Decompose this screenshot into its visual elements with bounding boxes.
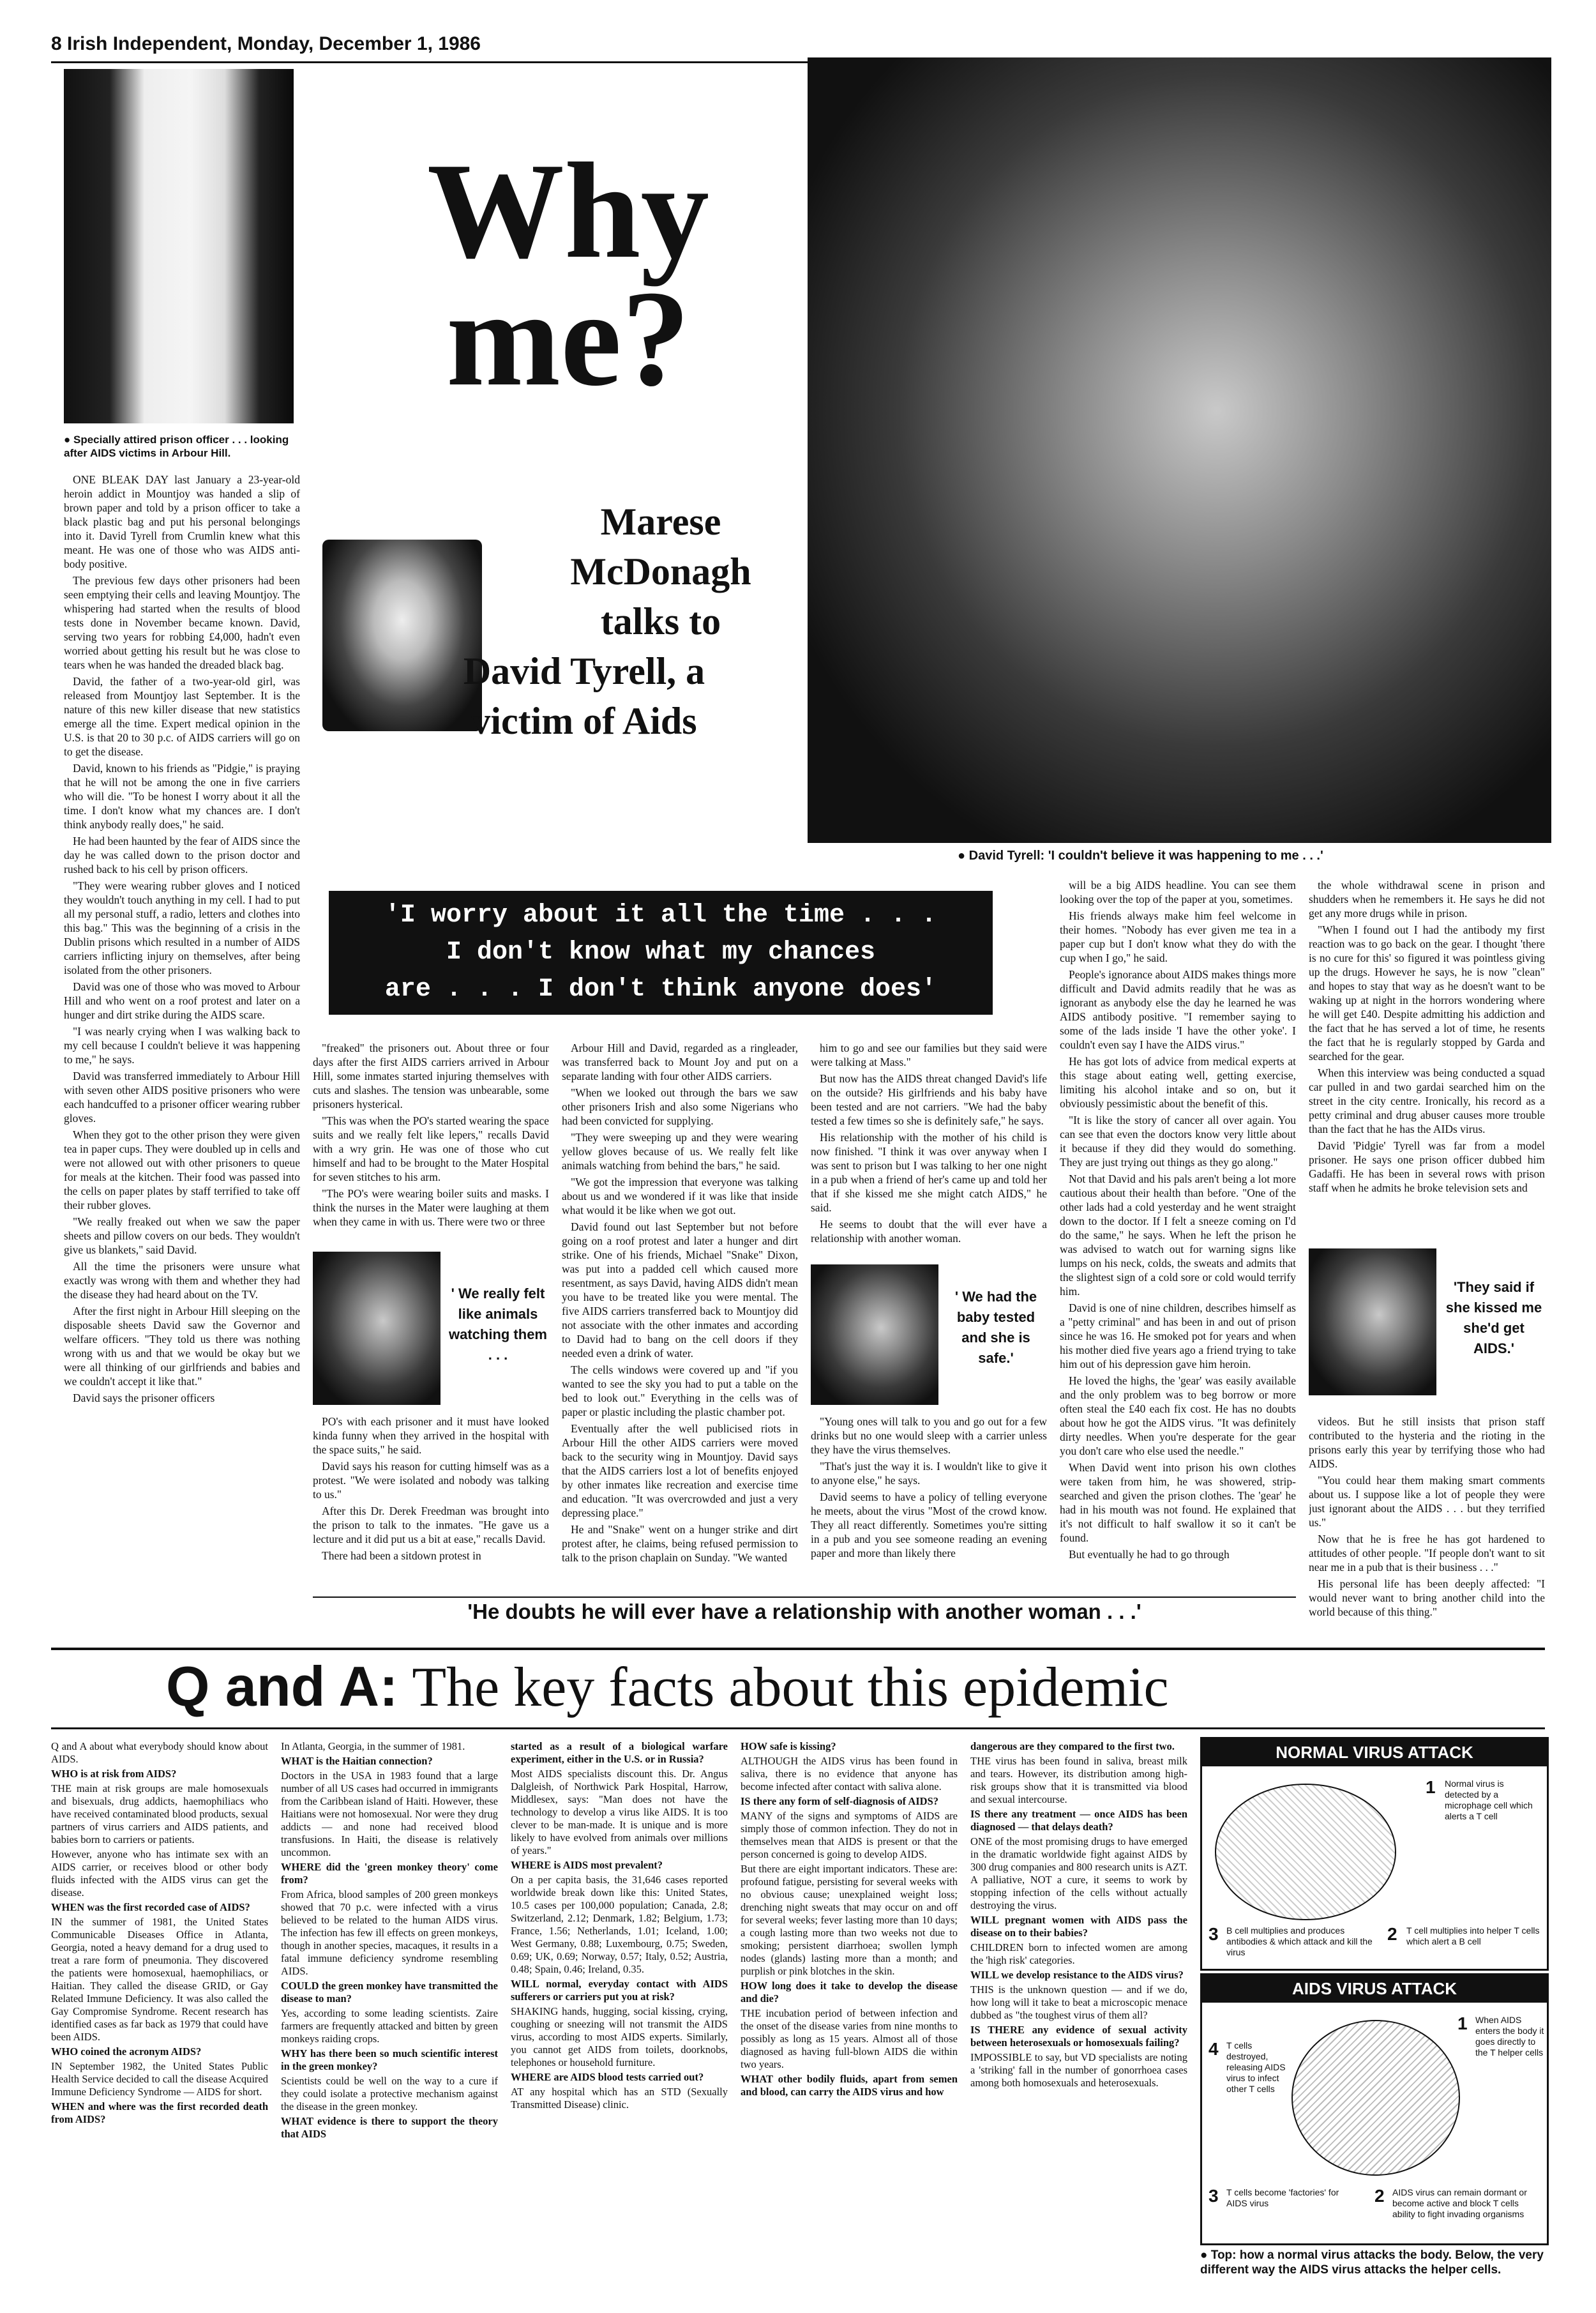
aids-virus-diagram [1200, 1973, 1549, 2245]
qa-column-1 [51, 1740, 268, 2289]
paragraph: He had been haunted by the fear of AIDS since the day he was called down to the prison doctor and rushed back to his cell by prison officers. [64, 835, 300, 876]
paragraph: When David went into prison his own clothes were taken from him, he was showered, strip-searched and given the prison clothes. The 'gear' he had in his mouth was not found. He explained that it's not difficult to half swallow it so it can't be found. [1060, 1461, 1296, 1544]
step-number: 3 [1208, 2186, 1219, 2206]
qa-answer: MANY of the signs and symptoms of AIDS are simply those of common infection. They do not in themselves mean that AIDS is present or that the person concerned is going to develop AIDS. [741, 1810, 958, 1860]
paragraph: "We got the impression that everyone was talking about us and we wondered if it was like that inside what would it be like when we got out. [562, 1176, 798, 1217]
qa-column-4 [741, 1740, 958, 2289]
qa-question: WILL we develop resistance to the AIDS virus? [970, 1969, 1184, 1981]
bottom-quote: 'He doubts he will ever have a relationship with another woman . . .' [467, 1600, 1141, 1623]
paragraph: ONE BLEAK DAY last January a 23-year-old heroin addict in Mountjoy was handed a slip of brown paper and told by a prison officer to take a black plastic bag and put his personal belongings into it. David Tyrell from Crumlin knew what this meant. He was one of those who was AIDS anti-body positive. [64, 473, 300, 570]
article-column-5 [1060, 878, 1296, 1651]
prison-officer-photo [64, 69, 294, 423]
step-number: 1 [1426, 1777, 1436, 1797]
qa-question: WHERE are AIDS blood tests carried out? [511, 2071, 704, 2083]
paragraph: His personal life has been deeply affected: "I would never want to bring another child into the world because of this thing." [1309, 1577, 1545, 1618]
paragraph: But now has the AIDS threat changed David's life on the outside? His girlfriends and his baby have been tested and are not carriers. "We had the baby tested a few times so she is definitely safe," he says. [811, 1072, 1047, 1127]
qa-question: WHERE is AIDS most prevalent? [511, 1859, 663, 1871]
qa-answer: Q and A about what everybody should know about AIDS. [51, 1740, 268, 1765]
paragraph: "It is like the story of cancer all over again. You can see that even the doctors know very little about it because if they did they would do something. They are just trying out things as they go along." [1060, 1114, 1296, 1169]
paragraph: him to go and see our families but they said were were talking at Mass." [811, 1042, 1047, 1068]
qa-answer: On a per capita basis, the 31,646 cases reported worldwide break down like this: United States, 10.5 cases per 100,000 population; Canada, 2.8; Switzerland, 2.12; Denmark, 1.82; Belgium, 1.73; France, 1.56; Netherlands, 1.01; Iceland, 1.00; West Germany, 0.88; Luxembourg, 0.75; Sweden, 0.69; UK, 0.69; Norway, 0.57; Italy, 0.52; Austria, 0.48; Spain, 0.46; Ireland, 0.35. [511, 1874, 728, 1975]
paragraph: The previous few days other prisoners had been seen emptying their cells and leaving Mountjoy. The whispering had started when the results of blood tests done in November became known. David, serving two years for robbing £4,000, hadn't even worried about getting his result but he was close to tears when he was handed the dreaded black bag. [64, 574, 300, 671]
headline-line-1: Why [426, 134, 710, 287]
qa-answer: CHILDREN born to infected women are among the 'high risk' categories. [970, 1941, 1187, 1966]
paragraph: will be a big AIDS headline. You can see them looking over the top of the paper at you, sometimes. [1060, 879, 1296, 906]
side-quote-2: ' We had the baby tested and she is safe.' [954, 1289, 1037, 1366]
paragraph: "This was when the PO's started wearing the space suits and we really felt like lepers," recalls David with a wry grin. He was one of those who cut himself and had to be brought to the Mater Hospital for seven stitches to his arm. [313, 1114, 549, 1183]
qa-question: HOW long does it take to develop the disease and die? [741, 1980, 958, 2005]
paragraph: All the time the prisoners were unsure what exactly was wrong with them and whether they had the disease they had heard about on the TV. [64, 1260, 300, 1301]
inset-photo-1 [313, 1252, 440, 1405]
headline-line-2: me? [446, 262, 691, 414]
paragraph: "When I found out I had the antibody my first reaction was to go back on the gear. I thought 'there is no cure for this' so figured it was pointless giving up the drugs. However he says, he is now "clean" and hopes to stay that way as he doesn't want to be waking up at night in the horrors wondering where he will get £40. Despite admitting his addiction and the fact that he has served a lot of time, he resents the fact that he is regularly stopped by Garda and searched for the gear. [1309, 923, 1545, 1063]
paragraph: "Young ones will talk to you and go out for a few drinks but no one would sleep with a carrier unless they have the virus themselves. [811, 1415, 1047, 1456]
step-number: 2 [1387, 1924, 1397, 1944]
qa-rule [51, 1727, 1545, 1729]
pull-quote [329, 891, 993, 1015]
qa-answer: THE incubation period of between infection and the onset of the disease varies from nine months to possibly as long as 15 years. Almost all of those diagnosed as having full-blown AIDS die within two years. [741, 2007, 958, 2070]
qa-answer: Most AIDS specialists discount this. Dr. Angus Dalgleish, of Northwick Park Hospital, Harrow, Middlesex, says: "Man does not have the technology to develop a virus like AIDS. It is too clever to be man-made. It is unique and is more likely to have evolved from animals over millions of years." [511, 1768, 728, 1856]
qa-answer: Yes, according to some leading scientists. Zaire farmers are frequently attacked and bitten by green monkeys raiding crops. [281, 2007, 498, 2045]
qa-answer: THE virus has been found in saliva, breast milk and tears. However, its distribution among high-risk groups show that it is transmitted via blood and sexual intercourse. [970, 1755, 1187, 1805]
qa-answer: IN the summer of 1981, the United States Communicable Diseases Office in Atlanta, Georgia, noted a heavy demand for a drug used to treat a rare form of pneumonia. They discovered the patients were homosexual, haemophiliacs, or Haitian. They called the disease GRID, or Gay Related Immune Deficiency. It was also called the Gay Compromise Syndrome. Recent research has identified cases as far back as 1979 that could have been AIDS. [51, 1916, 268, 2043]
paragraph: But eventually he had to go through [1069, 1548, 1230, 1561]
paragraph: "We really freaked out when we saw the paper sheets and pillow covers on our beds. They wouldn't give us blankets," said David. [64, 1215, 300, 1256]
qa-question: WHAT evidence is there to support the theory that AIDS [281, 2115, 498, 2140]
qa-answer: ONE of the most promising drugs to have emerged in the dramatic worldwide fight against AIDS by 300 drug companies and 800 research units is AZT. A palliative, NOT a cure, it seems to work by stopping infection of the cells without actually destroying the virus. [970, 1835, 1187, 1911]
prison-officer-caption: ● Specially attired prison officer . . . looking after AIDS victims in Arbour Hill. [64, 434, 289, 459]
qa-question: dangerous are they compared to the first two. [970, 1740, 1175, 1752]
paragraph: "They were wearing rubber gloves and I noticed they wouldn't touch anything in my cell. I had to put all my personal stuff, a radio, letters and clothes into this bag." This was the beginning of a crisis in the Dublin prisons which resulted in a number of AIDS carriers inflicting injury on themselves, after being isolated from the other prisoners. [64, 879, 300, 976]
paragraph: Arbour Hill and David, regarded as a ringleader, was transferred back to Mount Joy and put on a separate landing with four other AIDS carriers. [562, 1042, 798, 1082]
qa-answer: In Atlanta, Georgia, in the summer of 1981. [281, 1740, 465, 1752]
qa-question: started as a result of a biological warfare experiment, either in the U.S. or in Russia? [511, 1740, 728, 1765]
diagram-caption: ● Top: how a normal virus attacks the body. Below, the very different way the AIDS virus attacks the helper cells. [1200, 2249, 1544, 2277]
qa-answer: THE main at risk groups are male homosexuals and bisexuals, drug addicts, haemophiliacs who have received contaminated blood products, sexual partners of virus carriers and AIDS patients, and babies born to carriers or patients. [51, 1782, 268, 1846]
paragraph: PO's with each prisoner and it must have looked kinda funny when they arrived in the hospital with the space suits," he said. [313, 1415, 549, 1456]
paragraph: He seems to doubt that the will ever have a relationship with another woman. [811, 1218, 1047, 1245]
step-number: 4 [1208, 2039, 1219, 2059]
qa-answer: From Africa, blood samples of 200 green monkeys showed that 70 p.c. were infected with a virus believed to be related to the human AIDS virus. The infection has few ill effects on green monkeys, though in another species, macaques, it results in a fatal immune deficiency syndrome resembling AIDS. [281, 1888, 498, 1977]
step-note: AIDS virus can remain dormant or become active and block T cells ability to fight invading organisms [1392, 2187, 1527, 2219]
byline-name-1: Marese [600, 501, 721, 543]
divider [313, 1596, 1296, 1598]
qa-answer: SHAKING hands, hugging, social kissing, crying, coughing or sneezing will not transmit the AIDS virus, according to most AIDS experts. Similarly, you cannot get AIDS from toilets, doorknobs, telephones or household furniture. [511, 2005, 728, 2068]
paragraph: "The PO's were wearing boiler suits and masks. I think the nurses in the Mater were laughing at them when they came in with us. There were two or three [313, 1187, 549, 1228]
paragraph: David is one of nine children, describes himself as a "petty criminal" and has been in and out of prison since he was 16. He smoked pot for years and when his mother died five years ago a friend trying to take him out of his depression gave him heroin. [1060, 1301, 1296, 1370]
article-column-6-top [1309, 878, 1545, 1236]
article-column-4-top [811, 1041, 1047, 1252]
paragraph: David was transferred immediately to Arbour Hill with seven other AIDS positive prisoners who were each handcuffed to a prisoner officer wearing rubber gloves. [64, 1070, 300, 1125]
paragraph: People's ignorance about AIDS makes things more difficult and David admits readily that he was as ignorant as anybody else the day he learned he was AIDS antibody positive. "I remember saying to some of the lads inside 'I have the other yoke'. I couldn't even say I have the AIDS virus." [1060, 968, 1296, 1051]
masthead: 8 Irish Independent, Monday, December 1, 1986 [51, 33, 481, 54]
cell-illustration [1215, 1784, 1396, 1920]
qa-answer: But there are eight important indicators. These are: profound fatigue, persisting for several weeks with no obvious cause; unexplained weight loss; drenching night sweats that may occur on and off for several weeks; fever lasting more than 10 days; a cough lasting more than two weeks not due to smoking; persistent diarrhoea; swollen lymph nodes (glands) lasting more than a month; and purplish or pink blotches in the skin. [741, 1863, 958, 1977]
inset-photo-3 [1309, 1248, 1436, 1395]
paragraph: Now that he is free he has got hardened to attitudes of other people. "If people don't want to sit near me in a pub that is their business . . ." [1309, 1533, 1545, 1574]
qa-answer: Doctors in the USA in 1983 found that a large number of all US cases had occurred in immigrants from the Caribbean island of Haiti. However, these Haitians were not homosexual. Nor were they drug addicts — and none had received blood transfusions. In Haiti, the disease is relatively uncommon. [281, 1770, 498, 1858]
paragraph: When they got to the other prison they were given tea in paper cups. They were doubled up in cells and were not allowed out with other prisoners to queue for meals at the kitchen. Their food was passed into the cells on paper plates by staff terrified to take off their rubber gloves. [64, 1128, 300, 1211]
byline-talks: talks to [600, 600, 721, 642]
headline [358, 134, 779, 414]
paragraph: "That's just the way it is. I wouldn't like to give it to anyone else," he says. [811, 1460, 1047, 1487]
byline-subject: David Tyrell, a [463, 650, 705, 692]
qa-question: WHO is at risk from AIDS? [51, 1768, 177, 1780]
pull-quote-line-1: 'I worry about it all the time . . . [384, 901, 937, 930]
qa-question: WILL normal, everyday contact with AIDS sufferers or carriers put you at risk? [511, 1978, 728, 2003]
qa-question: COULD the green monkey have transmitted the disease to man? [281, 1980, 498, 2005]
step-number: 2 [1374, 2186, 1385, 2206]
paragraph: Eventually after the well publicised riots in Arbour Hill the other AIDS carriers were moved back to the security wing in Mountjoy. David says that the AIDS carriers lost a lot of benefits enjoyed by other inmates like recreation and exercise time and education. "It was overcrowded and just a very depressing place." [562, 1422, 798, 1519]
qa-question: WHAT other bodily fluids, apart from semen and blood, can carry the AIDS virus and how [741, 2073, 958, 2098]
qa-question: IS THERE any evidence of sexual activity between heterosexuals or homosexuals failing? [970, 2024, 1187, 2049]
qa-answer: IMPOSSIBLE to say, but VD specialists are noting a 'striking' fall in the number of gonorrhoea cases among both homosexuals and heterosexuals. [970, 2051, 1187, 2089]
step-note: T cells destroyed, releasing AIDS virus to infect other T cells [1226, 2040, 1286, 2094]
cell-illustration [1291, 2020, 1460, 2176]
paragraph: Not that David and his pals aren't being a lot more cautious about their health than before. "One of the other lads had a cold yesterday and he went straight down to the doctor. If I felt a sneeze coming on I'd do the same," he says. When he left the prison he was advised to watch out for warning signs like lumps on his neck, colds, the sweats and admits that the slightest sign of a cold sore or cold would terrify him. [1060, 1172, 1296, 1298]
main-photo-caption: ● David Tyrell: 'I couldn't believe it was happening to me . . .' [958, 849, 1323, 863]
paragraph: His relationship with the mother of his child is now finished. "I think it was over anyway when I was sent to prison but I was talking to her one night in a pub when a friend of her's came up and told her that if she kissed me she might catch AIDS," he said. [811, 1131, 1047, 1214]
paragraph: David found out last September but not before going on a roof protest and later a hunger and dirt strike. One of his friends, Michael "Snake" Dixon, was put into a padded cell which caused more resentment, as says David, having AIDS didn't mean you have to be treated like you were mental. The five AIDS carriers transferred back to Mountjoy did not associate with the other inmates and according to David had to bang on the cell doors if they needed even a drink of water. [562, 1220, 798, 1360]
qa-answer: THIS is the unknown question — and if we do, how long will it take to beat a microscopic menace dubbed as "the toughest virus of them all? [970, 1983, 1187, 2021]
paragraph: When this interview was being conducted a squad car pulled in and two gardai searched him on the street in the city centre. Ironically, his record as a petty criminal and drug abuser causes more trouble than the fact that he has the AIDs virus. [1309, 1066, 1545, 1135]
qa-answer: Scientists could be well on the way to a cure if they could isolate a protective mechanism against the disease in the green monkey. [281, 2075, 498, 2112]
paragraph: The cells windows were covered up and "if you wanted to see the sky you had to put a table on the bed to look out." Everything in the cells was of paper or plastic including the plastic chamber pot. [562, 1363, 798, 1418]
paragraph: "They were sweeping up and they were wearing yellow gloves because of us. We really felt like animals watching from behind the bars," he said. [562, 1131, 798, 1172]
paragraph: David says the prisoner officers [73, 1392, 215, 1404]
paragraph: David seems to have a policy of telling everyone he meets, about the virus "Most of the crowd know. They all react differently. Sometimes you're sitting in a pub and you see someone reading an evening paper and more than likely there [811, 1490, 1047, 1559]
qa-question: IS there any form of self-diagnosis of AIDS? [741, 1795, 938, 1807]
paragraph: He loved the highs, the 'gear' was easily available and the only problem was to beg borrow or more often steal the £40 each fix cost. He has no doubts about how he got the AIDS virus. "It was definitely dirty needles. When you're desperate for the gear you don't care who else used the needle." [1060, 1374, 1296, 1457]
qa-question: WHO coined the acronym AIDS? [51, 2045, 202, 2058]
paragraph: "You could hear them making smart comments about us. I suppose like a lot of people they were just ignorant about the AIDS . . . but they terrified us." [1309, 1474, 1545, 1529]
step-number: 3 [1208, 1924, 1219, 1944]
aids-virus-title: AIDS VIRUS ATTACK [1202, 1975, 1547, 2003]
paragraph: "I was nearly crying when I was walking back to my cell because I couldn't believe it was happening to me," he says. [64, 1025, 300, 1066]
paragraph: He and "Snake" went on a hunger strike and dirt protest after, he claims, being refused permission to talk to the prison chaplain on Sunday. "We wanted [562, 1523, 798, 1564]
qa-question: WILL pregnant women with AIDS pass the disease on to their babies? [970, 1914, 1187, 1939]
paragraph: He has got lots of advice from medical experts at this stage about eating well, getting exercise, limiting his alcohol intake and so on, but it obviously pessimistic about the benefit of this. [1060, 1055, 1296, 1110]
article-column-6-bottom [1309, 1414, 1545, 1651]
qa-answer: IN September 1982, the United States Public Health Service decided to call the disease Acquired Immune Deficiency Syndrome — AIDS for short. [51, 2060, 268, 2098]
qa-question: HOW safe is kissing? [741, 1740, 836, 1752]
qa-title [166, 1654, 1507, 1720]
paragraph: There had been a sitdown protest in [322, 1549, 481, 1562]
qa-question: WHEN and where was the first recorded death from AIDS? [51, 2100, 268, 2125]
paragraph: David 'Pidgie' Tyrell was far from a model prisoner. He says one prison officer dubbed him Gadaffi. He has been in several rows with prison staff when he admits he broke television sets and [1309, 1139, 1545, 1194]
step-number: 1 [1457, 2013, 1468, 2033]
step-note: When AIDS enters the body it goes directly to the T helper cells [1475, 2015, 1544, 2058]
paragraph: After the first night in Arbour Hill sleeping on the disposable sheets David saw the Governor and welfare officers. "They told us there was nothing wrong with us and that we would be okay but we were all thinking of our girlfriends and babies and we couldn't accept it like that." [64, 1305, 300, 1388]
qa-column-3 [511, 1740, 728, 2289]
qa-answer: AT any hospital which has an STD (Sexually Transmitted Disease) clinic. [511, 2086, 728, 2111]
qa-question: IS there any treatment — once AIDS has been diagnosed — that delays death? [970, 1808, 1187, 1833]
paragraph: David was one of those who was moved to Arbour Hill and who went on a roof protest and later on a hunger and dirt strike during the AIDS scare. [64, 980, 300, 1021]
step-note: Normal virus is detected by a microphage cell which alerts a T cell [1445, 1778, 1533, 1821]
paragraph: David, known to his friends as "Pidgie," is praying that he will not be among the one in five carriers who will die. "To be honest I worry about it all the time. I don't know what my chances are. I don't think anybody really does," he said. [64, 762, 300, 831]
paragraph: "freaked" the prisoners out. About three or four days after the first AIDS carriers arrived in Arbour Hill, some inmates started injuring themselves with cuts and slashes. The tension was unbearable, some prisoners hysterical. [313, 1042, 549, 1111]
normal-virus-diagram [1200, 1737, 1549, 1971]
section-rule [51, 1648, 1545, 1650]
pull-quote-line-2: I don't know what my chances [446, 938, 876, 967]
inset-photo-2 [811, 1264, 938, 1405]
byline-victim: victim of Aids [471, 700, 697, 742]
article-column-3 [562, 1041, 798, 1648]
paragraph: the whole withdrawal scene in prison and shudders when he remembers it. He says he did not get any more drugs while in prison. [1309, 879, 1545, 920]
qa-title-b: The key facts about this epidemic [412, 1657, 1169, 1718]
byline-name-2: McDonagh [570, 550, 751, 593]
pull-quote-line-3: are . . . I don't think anyone does' [384, 975, 937, 1004]
qa-column-5 [970, 1740, 1187, 2289]
qa-column-2 [281, 1740, 498, 2289]
paragraph: His friends always make him feel welcome in their homes. "Nobody has ever given me tea in a paper cup but I don't know what they do with the cup when I go," he said. [1060, 909, 1296, 964]
qa-question: WHAT is the Haitian connection? [281, 1755, 433, 1767]
byline [377, 497, 792, 746]
step-note: T cell multiplies into helper T cells which alert a B cell [1406, 1925, 1540, 1946]
paragraph: David, the father of a two-year-old girl, was released from Mountjoy last September. It is the nature of this new killer disease that new statistics emerge all the time. Expert medical opinion in the U.S. is that 20 to 30 p.c. of AIDS carriers will go on to get the disease. [64, 675, 300, 758]
paragraph: After this Dr. Derek Freedman was brought into the prison to talk to the inmates. "He gave us a lecture and it did put us a bit at ease," recalls David. [313, 1505, 549, 1545]
side-quote-3: 'They said if she kissed me she'd get AIDS.' [1445, 1279, 1542, 1356]
qa-question: WHERE did the 'green monkey theory' come from? [281, 1861, 498, 1886]
normal-virus-title: NORMAL VIRUS ATTACK [1202, 1739, 1547, 1766]
article-column-1 [64, 473, 300, 1648]
qa-answer: However, anyone who has intimate sex with an AIDS carrier, or receives blood or other body fluids infected with the AIDS virus can get the disease. [51, 1848, 268, 1899]
qa-question: WHEN was the first recorded case of AIDS? [51, 1901, 250, 1913]
qa-question: WHY has there been so much scientific interest in the green monkey? [281, 2047, 498, 2072]
qa-title-a: Q and A: [166, 1655, 398, 1718]
step-note: T cells become 'factories' for AIDS virus [1226, 2187, 1339, 2208]
paragraph: David says his reason for cutting himself was as a protest. "We were isolated and nobody was talking to us." [313, 1460, 549, 1501]
article-column-2-top [313, 1041, 549, 1245]
qa-answer: ALTHOUGH the AIDS virus has been found in saliva, there is no evidence that anyone has become infected after contact with saliva alone. [741, 1755, 958, 1793]
david-tyrell-photo [808, 57, 1551, 843]
paragraph: "When we looked out through the bars we saw other prisoners Irish and also some Nigerians who had been convicted for supplying. [562, 1086, 798, 1127]
paragraph: videos. But he still insists that prison staff contributed to the hysteria and the rioting in the prisons early this year by terrifying those who had AIDS. [1309, 1415, 1545, 1470]
step-note: B cell multiplies and produces antibodies & which attack and kill the virus [1226, 1925, 1373, 1957]
side-quote-1: ' We really felt like animals watching them . . . [448, 1285, 547, 1363]
